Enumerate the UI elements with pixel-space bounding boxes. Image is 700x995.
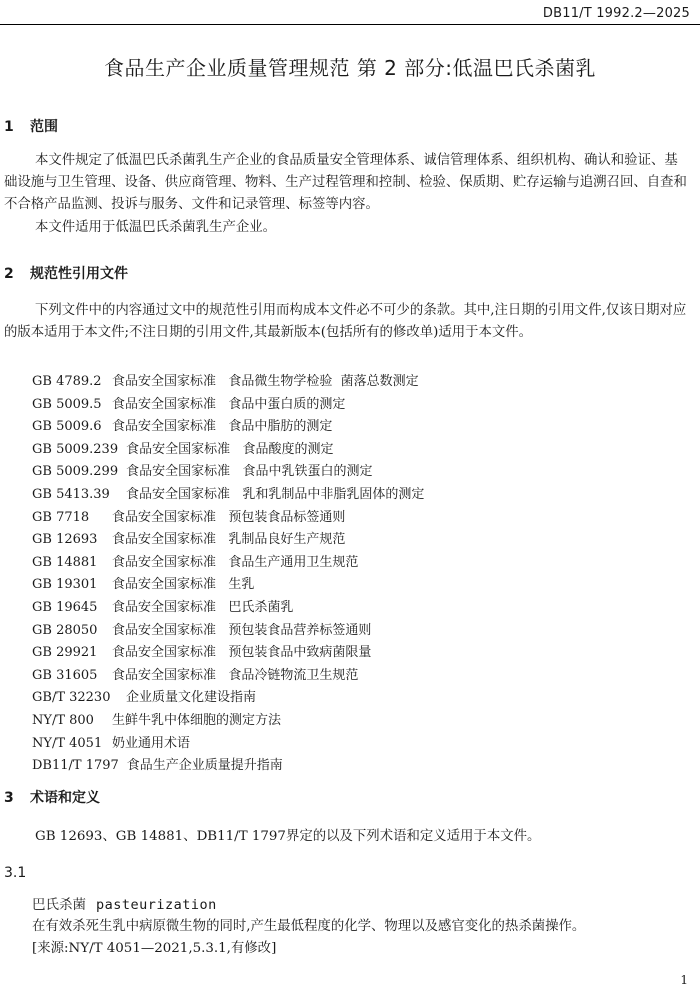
term-source: [来源:NY/T 4051—2021,5.3.1,有修改] bbox=[32, 941, 277, 956]
scope-paragraph: 本文件规定了低温巴氏杀菌乳生产企业的食品质量安全管理体系、诚信管理体系、组织机构、确认和验证、基础设施与卫生管理、设备、供应商管理、物料、生产过程管理和控制、检验、保质期、贮存运输与追溯召回、自查和不合格产品监测、投诉与服务、文件和记录管理、标签等内容。 bbox=[4, 153, 687, 212]
ref-title: 食品安全国家标准 食品微生物学检验 菌落总数测定 bbox=[112, 374, 419, 389]
ref-code: GB 5009.5 bbox=[32, 396, 102, 412]
ref-title: 生鲜牛乳中体细胞的测定方法 bbox=[112, 712, 282, 728]
ref-title: 食品安全国家标准 乳和乳制品中非脂乳固体的测定 bbox=[126, 486, 425, 502]
list-item bbox=[32, 529, 424, 552]
ref-title: 食品安全国家标准 食品中蛋白质的测定 bbox=[112, 396, 346, 412]
ref-title: 食品安全国家标准 食品中乳铁蛋白的测定 bbox=[126, 464, 373, 480]
ref-code: GB 19301 bbox=[32, 577, 98, 593]
scope-applicability: 本文件适用于低温巴氏杀菌乳生产企业。 bbox=[35, 220, 277, 235]
list-item bbox=[32, 710, 424, 733]
list-item bbox=[32, 552, 424, 575]
document-code: DB11/T 1992.2—2025 bbox=[542, 6, 690, 21]
ref-code: GB 4789.2 bbox=[32, 374, 102, 389]
list-item bbox=[32, 439, 424, 462]
ref-code: GB 28050 bbox=[32, 622, 98, 638]
page-number: 1 bbox=[680, 973, 688, 987]
ref-title: 企业质量文化建设指南 bbox=[126, 690, 257, 706]
ref-code: GB 7718 bbox=[32, 509, 90, 525]
section-heading-terms bbox=[4, 787, 100, 807]
section-title: 规范性引用文件 bbox=[30, 266, 128, 282]
ref-title: 食品安全国家标准 乳制品良好生产规范 bbox=[112, 532, 346, 548]
normative-intro: 下列文件中的内容通过文中的规范性引用而构成本文件必不可少的条款。其中,注日期的引用文件,仅该日期对应的版本适用于本文件;不注日期的引用文件,其最新版本(包括所有的修改单)适用于本文件。 bbox=[4, 303, 687, 340]
term-definition: 在有效杀死生乳中病原微生物的同时,产生最低程度的化学、物理以及感官变化的热杀菌操作。 bbox=[32, 919, 586, 934]
list-item bbox=[32, 733, 424, 756]
ref-code: GB 5413.39 bbox=[32, 486, 110, 502]
ref-title: 食品安全国家标准 预包装食品标签通则 bbox=[112, 509, 346, 525]
term-english: pasteurization bbox=[96, 897, 217, 913]
ref-code: DB11/T 1797 bbox=[32, 758, 119, 774]
section-number: 2 bbox=[4, 266, 14, 282]
ref-code: GB 12693 bbox=[32, 532, 98, 548]
section-heading-normative bbox=[4, 263, 128, 283]
list-item bbox=[32, 574, 424, 597]
terms-intro: GB 12693、GB 14881、DB11/T 1797界定的以及下列术语和定义适用于本文件。 bbox=[35, 829, 541, 844]
page-title: 食品生产企业质量管理规范 第 2 部分:低温巴氏杀菌乳 bbox=[103, 56, 597, 80]
ref-title: 奶业通用术语 bbox=[112, 735, 191, 751]
list-item bbox=[32, 665, 424, 688]
list-item bbox=[32, 507, 424, 530]
ref-title: 食品安全国家标准 食品生产通用卫生规范 bbox=[112, 554, 359, 570]
ref-title: 食品安全国家标准 生乳 bbox=[112, 577, 255, 593]
ref-title: 食品生产企业质量提升指南 bbox=[126, 758, 283, 774]
ref-code: GB 19645 bbox=[32, 599, 98, 615]
list-item bbox=[32, 642, 424, 665]
list-item bbox=[32, 620, 424, 643]
ref-code: GB 29921 bbox=[32, 645, 98, 661]
ref-title: 食品安全国家标准 巴氏杀菌乳 bbox=[112, 599, 294, 615]
ref-title: 食品安全国家标准 食品酸度的测定 bbox=[126, 441, 334, 457]
list-item bbox=[32, 394, 424, 417]
ref-code: GB/T 32230 bbox=[32, 690, 111, 706]
list-item bbox=[32, 416, 424, 439]
ref-code: NY/T 800 bbox=[32, 712, 94, 728]
list-item bbox=[32, 687, 424, 710]
section-title: 范围 bbox=[30, 119, 58, 135]
list-item bbox=[32, 755, 424, 778]
term-chinese: 巴氏杀菌 bbox=[32, 897, 86, 913]
ref-code: GB 5009.299 bbox=[32, 464, 119, 480]
ref-title: 食品安全国家标准 预包装食品营养标签通则 bbox=[112, 622, 372, 638]
list-item bbox=[32, 461, 424, 484]
ref-code: NY/T 4051 bbox=[32, 735, 103, 751]
section-number: 1 bbox=[4, 119, 14, 135]
list-item bbox=[32, 484, 424, 507]
header-rule bbox=[0, 24, 700, 25]
ref-code: GB 14881 bbox=[32, 554, 98, 570]
ref-title: 食品安全国家标准 食品冷链物流卫生规范 bbox=[112, 667, 359, 683]
section-title: 术语和定义 bbox=[30, 790, 100, 806]
ref-code: GB 5009.6 bbox=[32, 419, 102, 435]
section-heading-scope bbox=[4, 116, 58, 136]
reference-list bbox=[32, 371, 424, 778]
ref-title: 食品安全国家标准 食品中脂肪的测定 bbox=[112, 419, 333, 435]
list-item bbox=[32, 371, 424, 394]
ref-code: GB 5009.239 bbox=[32, 441, 119, 457]
ref-title: 食品安全国家标准 预包装食品中致病菌限量 bbox=[112, 645, 372, 661]
ref-code: GB 31605 bbox=[32, 667, 98, 683]
list-item bbox=[32, 597, 424, 620]
section-number: 3 bbox=[4, 790, 14, 806]
term-entry bbox=[32, 893, 217, 913]
term-number: 3.1 bbox=[4, 865, 27, 881]
